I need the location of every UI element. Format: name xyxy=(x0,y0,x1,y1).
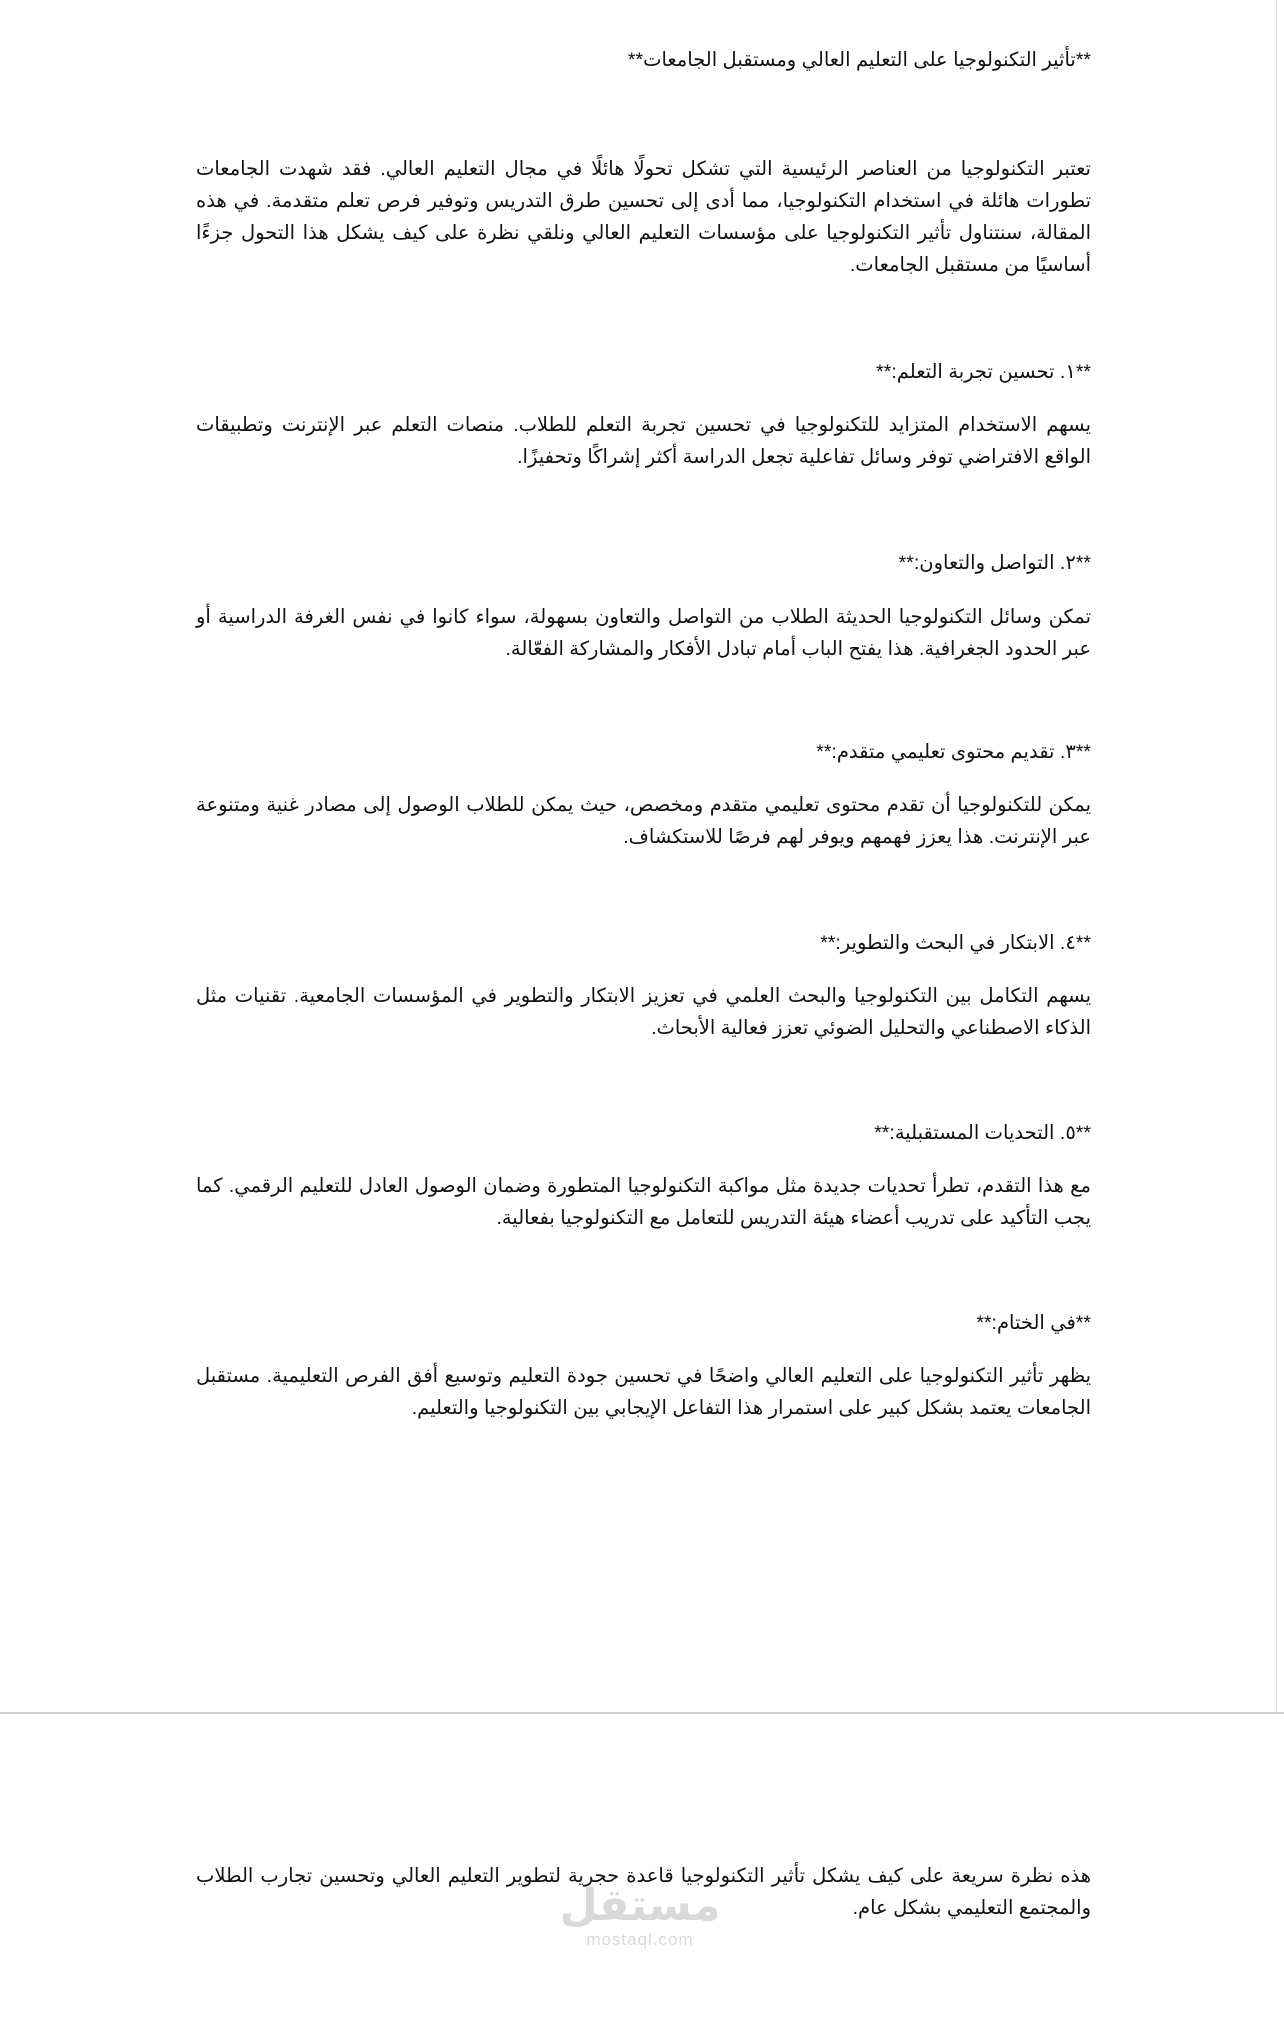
section-2-heading: **٢. التواصل والتعاون:** xyxy=(898,552,1091,574)
page-break-divider xyxy=(0,1712,1284,1714)
conclusion-body: يظهر تأثير التكنولوجيا على التعليم العالي واضحًا في تحسين جودة التعليم وتوسيع أفق الفرص التعليمية. مستقبل الجامعات يعتمد بشكل كبير على استمرار هذا التفاعل الإيجابي بين التكنولوجيا والتعليم. xyxy=(196,1365,1091,1419)
section-5-body: مع هذا التقدم، تطرأ تحديات جديدة مثل مواكبة التكنولوجيا المتطورة وضمان الوصول العادل للتعليم الرقمي. كما يجب التأكيد على تدريب أعضاء هيئة التدريس للتعامل مع التكنولوجيا بفعالية. xyxy=(196,1175,1091,1229)
watermark-arabic-text: مستقل xyxy=(559,1881,721,1930)
intro-paragraph: تعتبر التكنولوجيا من العناصر الرئيسية التي تشكل تحولًا هائلًا في مجال التعليم العالي. فقد شهدت الجامعات تطورات هائلة في استخدام التكنولوجيا، مما أدى إلى تحسين طرق التدريس وتوفير فرص تعلم متقدمة. في هذه المقالة، سنتناول تأثير التكنولوجيا على مؤسسات التعليم العالي ونلقي نظرة على كيف يشكل هذا التحول جزءًا أساسيًا من مستقبل الجامعات. xyxy=(196,158,1091,276)
section-4-heading: **٤. الابتكار في البحث والتطوير:** xyxy=(820,932,1091,954)
section-1-body: يسهم الاستخدام المتزايد للتكنولوجيا في تحسين تجربة التعلم للطلاب. منصات التعلم عبر الإنترنت وتطبيقات الواقع الافتراضي توفر وسائل تفاعلية تجعل الدراسة أكثر إشراكًا وتحفيزًا. xyxy=(196,414,1091,468)
section-4-body: يسهم التكامل بين التكنولوجيا والبحث العلمي في تعزيز الابتكار والتطوير في المؤسسات الجامعية. تقنيات مثل الذكاء الاصطناعي والتحليل الضوئي تعزز فعالية الأبحاث. xyxy=(196,985,1091,1039)
closing-paragraph: هذه نظرة سريعة على كيف يشكل تأثير التكنولوجيا قاعدة حجرية لتطوير التعليم العالي وتحسين تجارب الطلاب والمجتمع التعليمي بشكل عام. xyxy=(196,1865,1091,1919)
document-title: **تأثير التكنولوجيا على التعليم العالي ومستقبل الجامعات** xyxy=(627,49,1091,71)
conclusion-heading: **في الختام:** xyxy=(976,1312,1091,1334)
section-1-heading: **١. تحسين تجربة التعلم:** xyxy=(876,361,1091,383)
section-2-body: تمكن وسائل التكنولوجيا الحديثة الطلاب من التواصل والتعاون بسهولة، سواء كانوا في نفس الغرفة الدراسية أو عبر الحدود الجغرافية. هذا يفتح الباب أمام تبادل الأفكار والمشاركة الفعّالة. xyxy=(196,606,1091,660)
section-3-heading: **٣. تقديم محتوى تعليمي متقدم:** xyxy=(816,741,1091,763)
section-5-heading: **٥. التحديات المستقبلية:** xyxy=(874,1122,1091,1144)
page-edge xyxy=(1276,0,1277,1712)
watermark-latin-text: mostaql.com xyxy=(586,1930,694,1949)
section-3-body: يمكن للتكنولوجيا أن تقدم محتوى تعليمي متقدم ومخصص، حيث يمكن للطلاب الوصول إلى مصادر غنية ومتنوعة عبر الإنترنت. هذا يعزز فهمهم ويوفر لهم فرصًا للاستكشاف. xyxy=(196,794,1091,848)
